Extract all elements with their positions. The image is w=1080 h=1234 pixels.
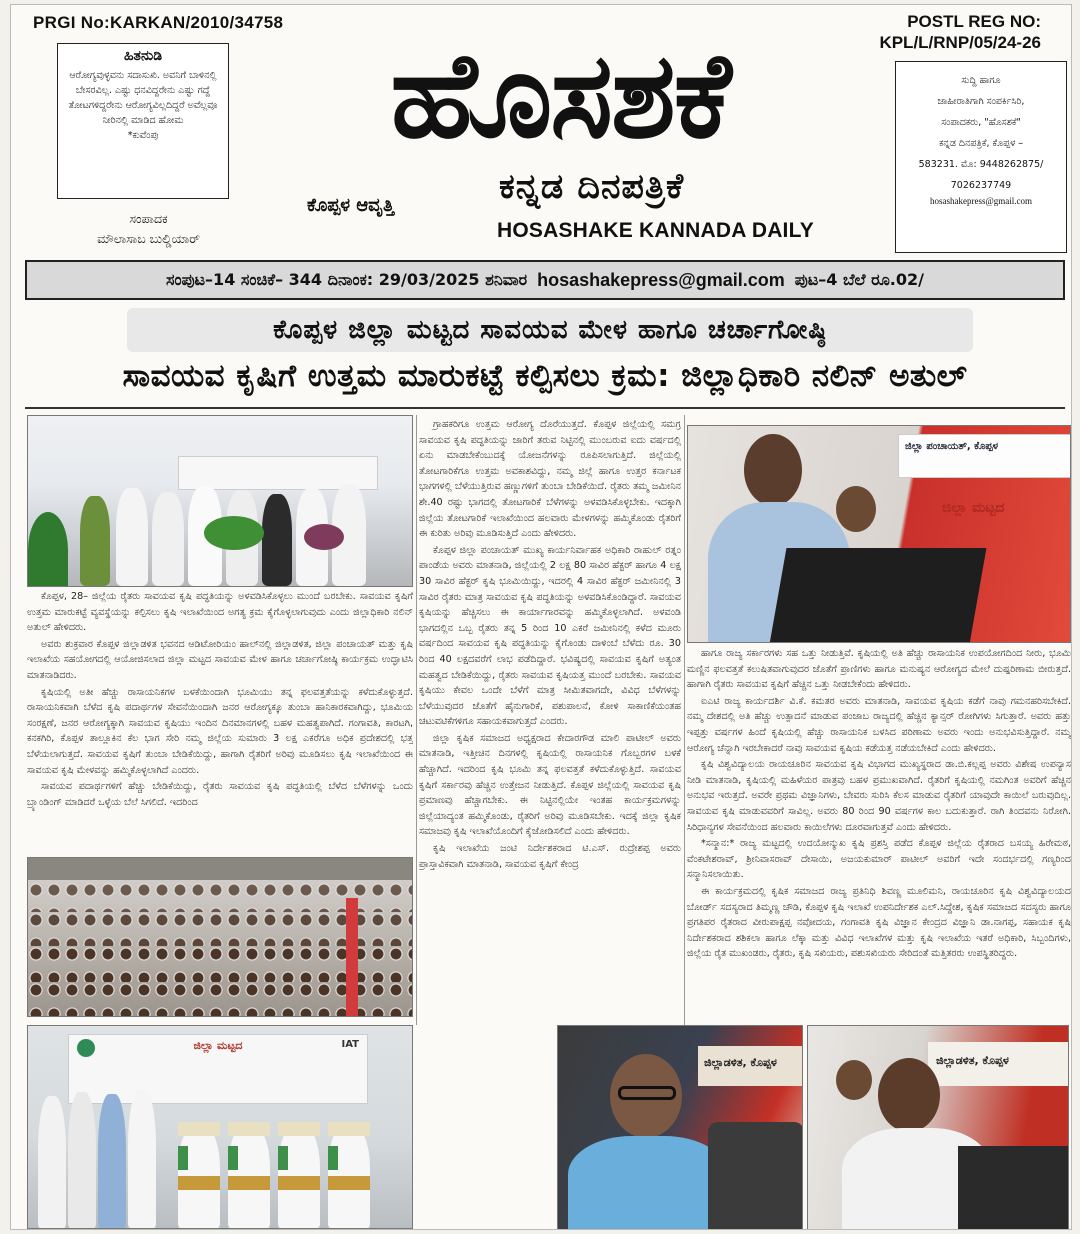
article-paragraph: ಅವರು ಶುಕ್ರವಾರ ಕೊಪ್ಪಳ ಜಿಲ್ಲಾಡಳಿತ ಭವನದ ಆಡಿಟೋರಿಯಂ ಹಾಲ್‌ನಲ್ಲಿ ಜಿಲ್ಲಾಡಳಿತ, ಜಿಲ್ಲಾ ಪಂಚಾಯತ್ ಮತ್ತು ಕೃಷಿ ಇಲಾಖೆಯ ಸಹಯೋಗದಲ್ಲಿ ಆಯೋಜಿಸಲಾದ ಜಿಲ್ಲಾ ಮಟ್ಟದ ಸಾವಯವ ಮೇಳ ಹಾಗೂ ಚರ್ಚಾಗೋಷ್ಠಿ ಕಾರ್ಯಕ್ರಮ ಉದ್ಘಾಟಿಸಿ ಮಾತನಾಡಿದರು. [27, 638, 413, 681]
photo-speaker-2 [807, 1025, 1069, 1230]
thought-title: ಹಿತನುಡಿ [123, 48, 163, 64]
contact-line: 583231. ಮೊ: 9448262875/ [918, 159, 1044, 170]
article-paragraph: ಕೃಷಿ ವಿಶ್ವವಿದ್ಯಾಲಯ ರಾಯಚೂರಿನ ಸಾವಯವ ಕೃಷಿ ವಿಭಾಗದ ಮುಖ್ಯಸ್ಥರಾದ ಡಾ.ಬಿ.ಕಲ್ಲಪ್ಪ ಅವರು ವಿಶೇಷ ಉಪನ್ಯಾಸ ನೀಡಿ ಮಾತನಾಡಿ, ಕೃಷಿಯಲ್ಲಿ ಮಹಿಳೆಯರ ಪಾತ್ರವು ಬಹಳ ಪ್ರಮುಖವಾಗಿದೆ. ರೈತರಿಗೆ ಕೃಷಿಯಲ್ಲಿ ನಮಗಿಂತ ಅವರಿಗೆ ಹೆಚ್ಚಿನ ಅನುಭವ ಇರುತ್ತದೆ. ಅವರೇ ಪ್ರಥಮ ವಿಜ್ಞಾನಿಗಳು, ಬೇವರು ಸುರಿಸಿ ಕೆಲಸ ಮಾಡುವ ರೈತರಿಗೆ ಯಾವುದೇ ಕಾಯಿಲೆ ಬರುವುದಿಲ್ಲ. ಸಾವಯವ ಕೃಷಿ ಮಾಡುವವರಿಗೆ ಸಾವಿಲ್ಲ. ಅವರು 80 ರಿಂದ 90 ವರ್ಷಗಳ ಕಾಲ ಬದುಕುತ್ತಾರೆ. ರಾಗಿ ತಿಂದವನು ನಿರೋಗಿ. ಸಿರಿಧಾನ್ಯಗಳ ಸೇವನೆಯಿಂದ ಹಲವಾರು ಕಾಯಿಲೆಗಳು ದೂರವಾಗುತ್ತವೆ ಎಂದು ಹೇಳಿದರು. [687, 759, 1071, 833]
person [68, 1092, 96, 1229]
contact-line: ಕನ್ನಡ ದಿನಪತ್ರಿಕೆ, ಕೊಪ್ಪಳ – [938, 138, 1023, 149]
speaker-hand [836, 486, 876, 532]
editor-block [61, 209, 236, 249]
article-paragraph: ಕೊಪ್ಪಳ, 28– ಜಿಲ್ಲೆಯ ರೈತರು ಸಾವಯವ ಕೃಷಿ ಪದ್ಧತಿಯನ್ನು ಅಳವಡಿಸಿಕೊಳ್ಳಲು ಮುಂದೆ ಬರಬೇಕು. ಸಾವಯವ ಕೃಷಿಗೆ ಉತ್ತಮ ಮಾರುಕಟ್ಟೆ ವ್ಯವಸ್ಥೆಯನ್ನು ಕಲ್ಪಿಸಲು ಕೃಷಿ ಇಲಾಖೆಯಿಂದ ಅಗತ್ಯ ಕ್ರಮ ಕೈಗೊಳ್ಳಲಾಗುವುದು ಎಂದು ಜಿಲ್ಲಾಧಿಕಾರಿ ನಲಿನ್ ಅತುಲ್ ಹೇಳಿದರು. [27, 591, 413, 634]
postal-reg-number: KPL/L/RNP/05/24-26 [879, 33, 1041, 52]
article-paragraph: ಕೃಷಿ ಇಲಾಖೆಯ ಜಂಟಿ ನಿರ್ದೇಶಕರಾದ ಟಿ.ಎಸ್. ರುದ್ರೇಶಪ್ಪ ಅವರು ಪ್ರಾಸ್ತಾವಿಕವಾಗಿ ಮಾತನಾಡಿ, ಸಾವಯವ ಕೃಷಿಗೆ ಕೇಂದ್ರ [419, 843, 681, 870]
article-paragraph: ಗ್ರಾಹಕರಿಗೂ ಉತ್ತಮ ಆರೋಗ್ಯ ದೊರೆಯುತ್ತದೆ. ಕೊಪ್ಪಳ ಜಿಲ್ಲೆಯಲ್ಲಿ ಸಮಗ್ರ ಸಾವಯವ ಕೃಷಿ ಪದ್ಧತಿಯನ್ನು ಜಾರಿಗೆ ತರುವ ನಿಟ್ಟಿನಲ್ಲಿ ಮುಂಬರುವ ಐದು ವರ್ಷದಲ್ಲಿ ಏನು ಮಾಡಬೇಕೆಂಬುದಕ್ಕೆ ಯೋಜನೆಗಳನ್ನು ರೂಪಿಸಲಾಗುತ್ತಿದೆ. ಜಿಲ್ಲೆಯಲ್ಲಿ ತೋಟಗಾರಿಕೆಗೂ ಉತ್ತಮ ಅವಕಾಶವಿದ್ದು, ನಮ್ಮ ಜಿಲ್ಲೆ ಹಾಗೂ ಉತ್ತರ ಕರ್ನಾಟಕ ಭಾಗಗಳಲ್ಲಿ ಬೆಳೆಯುತ್ತಿರುವ ಹಣ್ಣುಗಳಿಗೆ ತುಂಬಾ ಬೇಡಿಕೆಯಿದೆ. ರೈತರು ತಮ್ಮ ಜಮೀನಿನ ಶೇ.40 ರಷ್ಟು ಭಾಗದಲ್ಲಿ ತೋಟಗಾರಿಕೆ ಬೆಳೆಗಳನ್ನು ಅಳವಡಿಸಿಕೊಳ್ಳಬೇಕು. ಇದಕ್ಕಾಗಿ ಜಿಲ್ಲೆಯ ತೋಟಗಾರಿಕೆ ಇಲಾಖೆಯಿಂದ ಹಲವಾರು ಮೇಳಗಳನ್ನು ಹಮ್ಮಿಕೊಂಡು ರೈತರಿಗೆ ಈ ಕುರಿತು ಅರಿವು ಮೂಡಿಸುತ್ತಿದೆ ಎಂದು ಹೇಳಿದರು. [419, 419, 681, 540]
banner-text: ಜಿಲ್ಲಾ ಮಟ್ಟದ [193, 1039, 243, 1052]
hall-wall [28, 858, 412, 880]
thought-of-the-day-box [57, 43, 229, 199]
editor-label: ಸಂಪಾದಕ [129, 211, 168, 226]
glasses-icon [618, 1086, 676, 1100]
stage-banner [698, 1046, 803, 1086]
postal-registration [879, 11, 1041, 53]
contact-line: ಜಾಹೀರಾತಿಗಾಗಿ ಸಂಪರ್ಕಿಸಿರಿ, [937, 96, 1025, 107]
article-paragraph: ಕೊಪ್ಪಳ ಜಿಲ್ಲಾ ಪಂಚಾಯತ್ ಮುಖ್ಯ ಕಾರ್ಯನಿರ್ವಾಹಕ ಅಧಿಕಾರಿ ರಾಹುಲ್ ರತ್ನಂ ಪಾಂಡೆಯ ಅವರು ಮಾತನಾಡಿ, ಜಿಲ್ಲೆಯಲ್ಲಿ 2 ಲಕ್ಷ 80 ಸಾವಿರ ಹೆಕ್ಟರ್ ಹಾಗೂ 4 ಲಕ್ಷ 30 ಸಾವಿರ ಹೆಕ್ಟರ್ ಕೃಷಿ ಭೂಮಿಯಿದ್ದು, ಇದರಲ್ಲಿ 4 ಸಾವಿರ ಹೆಕ್ಟರ್ ಜಮೀನಿನಲ್ಲಿ 3 ಸಾವಿರ ರೈತರು ಮಾತ್ರ ಸಾವಯವ ಕೃಷಿ ಪದ್ಧತಿಯನ್ನು ಅಳವಡಿಸಿಕೊಂಡಿದ್ದಾರೆ. ಸಾವಯವ ಕೃಷಿಯನ್ನು ಹೆಚ್ಚಿಸಲು ಈ ಕಾರ್ಯಾಗಾರವನ್ನು ಹಮ್ಮಿಕೊಳ್ಳಲಾಗಿದೆ. ಅಳವಂಡಿ ಭಾಗದಲ್ಲಿನ ಒಬ್ಬ ರೈತರು ತನ್ನ 5 ರಿಂದ 10 ಎಕರೆ ಜಮೀನಿನಲ್ಲಿ ಕಳೆದ ಮೂರು ವರ್ಷದಿಂದ ಸಾವಯವ ಕೃಷಿ ಪದ್ಧತಿಯನ್ನು ಕೈಗೊಂಡು ದಾಳಿಂಬೆ ಬೆಳೆದು ರೂ. 30 ರಿಂದ 40 ಲಕ್ಷದವರೆಗೆ ಲಾಭ ಪಡೆದಿದ್ದಾರೆ. ಭವಿಷ್ಯದಲ್ಲಿ ಸಾವಯವ ಕೃಷಿಗೆ ಅತ್ಯಂತ ಮಹತ್ವದ ಬೇಡಿಕೆಯಿದ್ದು, ರೈತರು ಸಾವಯವ ಕೃಷಿಯತ್ತ ಮುಂದೆ ಬರಬೇಕು. ಸಾವಯವ ಕೃಷಿಯು ಕೇವಲ ಒಂದೇ ಬೆಳೆಗೆ ಮಾತ್ರ ಸೀಮಿತವಾಗದೇ, ವಿವಿಧ ಬೆಳೆಗಳನ್ನು ಬೆಳೆಯುವುದರ ಜೊತೆಗೆ ಹೈನುಗಾರಿಕೆ, ಪಶುಪಾಲನೆ, ಕೋಳಿ ಸಾಕಾಣಿಕೆಯಂತಹ ಚಟುವಟಿಕೆಗಳಿಗೂ ಸಹಾಯಕವಾಗುತ್ತದೆ ಎಂದರು. [419, 544, 681, 728]
banner-text: ಜಿಲ್ಲಾ ಮಟ್ಟದ [942, 500, 1005, 516]
person [152, 492, 184, 586]
article-paragraph: ಜಿಲ್ಲಾ ಕೃಷಿಕ ಸಮಾಜದ ಅಧ್ಯಕ್ಷರಾದ ಕೇದಾರಗೌಡ ಮಾಲಿ ಪಾಟೀಲ್ ಅವರು ಮಾತನಾಡಿ, ಇತ್ತೀಚಿನ ದಿನಗಳಲ್ಲಿ ಕೃಷಿಯಲ್ಲಿ ರಾಸಾಯನಿಕ ಗೊಬ್ಬರಗಳ ಬಳಕೆ ಹೆಚ್ಚಾಗಿದೆ. ಇದರಿಂದ ಕೃಷಿ ಭೂಮಿ ತನ್ನ ಫಲವತ್ತತೆ ಕಳೆದುಕೊಳ್ಳುತ್ತಿದೆ. ಸಾವಯವ ಕೃಷಿಗೆ ಸರ್ಕಾರವು ಹೆಚ್ಚಿನ ಉತ್ತೇಜನ ನೀಡುತ್ತಿದೆ. ಕೊಪ್ಪಳ ಜಿಲ್ಲೆಯಲ್ಲಿ ಸಾವಯವ ಕೃಷಿ ಪ್ರಮಾಣವು ಹೆಚ್ಚಾಗಬೇಕು. ಈ ನಿಟ್ಟಿನಲ್ಲಿಯೇ ಇಂತಹ ಕಾರ್ಯಕ್ರಮಗಳನ್ನು ಜಿಲ್ಲೆಯಾದ್ಯಂತ ಹಮ್ಮಿಕೊಂಡು, ರೈತರಿಗೆ ಅರಿವು ಮೂಡಿಸಬೇಕು. ಇದಕ್ಕೆ ಜಿಲ್ಲಾ ಕೃಷಿಕ ಸಮಾಜವು ಕೃಷಿ ಇಲಾಖೆಯೊಂದಿಗೆ ಕೈಜೋಡಿಸಲಿದೆ ಎಂದು ಹೇಳಿದರು. [419, 732, 681, 838]
banner-text: ಜಿಲ್ಲಾಡಳಿತ, ಕೊಪ್ಪಳ [936, 1054, 1009, 1067]
column-divider [416, 415, 417, 1025]
kicker-headline: ಕೊಪ್ಪಳ ಜಿಲ್ಲಾ ಮಟ್ಟದ ಸಾವಯವ ಮೇಳ ಹಾಗೂ ಚರ್ಚಾಗೋಷ್ಠಿ [127, 308, 973, 352]
peta-turbans [178, 1122, 370, 1136]
stage-banner [928, 1042, 1069, 1086]
contact-line: ಸುದ್ದಿ ಹಾಗೂ [961, 75, 1001, 86]
volume-issue-date: ಸಂಪುಟ–14 ಸಂಚಿಕೆ– 344 ದಿನಾಂಕ: 29/03/2025 ಶನಿವಾರ [166, 270, 528, 289]
banner-text: ಜಿಲ್ಲಾ ಪಂಚಾಯತ್, ಕೊಪ್ಪಳ [905, 441, 999, 452]
article-paragraph: *ಸನ್ಮಾನ:* ರಾಜ್ಯ ಮಟ್ಟದಲ್ಲಿ ಉದಯೋನ್ಮುಖ ಕೃಷಿ ಪ್ರಶಸ್ತಿ ಪಡೆದ ಕೊಪ್ಪಳ ಜಿಲ್ಲೆಯ ರೈತರಾದ ಬಸಯ್ಯ ಹಿರೇಮಠ, ವೆಂಕಟೇಶರಾವ್, ಶ್ರೀನಿವಾಸರಾವ್ ದೇಸಾಯಿ, ಅಜಯಕುಮಾರ್ ಪಾಟೀಲ್ ಅವರಿಗೆ ಇದೇ ಸಂದರ್ಭದಲ್ಲಿ ಗಣ್ಯರಿಂದ ಸನ್ಮಾನಿಸಲಾಯಿತು. [687, 838, 1071, 881]
podium [708, 1122, 803, 1230]
organization-logo [77, 1039, 95, 1057]
plant-decoration [204, 516, 264, 550]
editor-name: ಮೌಲಾಸಾಬ ಬುಲ್ಡಿಯಾರ್ [97, 231, 200, 246]
iat-logo-text: IAT [341, 1039, 359, 1050]
newspaper-subtitle: ಕನ್ನಡ ದಿನಪತ್ರಿಕೆ [499, 167, 685, 207]
main-headline: ಸಾವಯವ ಕೃಷಿಗೆ ಉತ್ತಮ ಮಾರುಕಟ್ಟೆ ಕಲ್ಪಿಸಲು ಕ್ರಮ: ಜಿಲ್ಲಾಧಿಕಾರಿ ನಲಿನ್ ಅತುಲ್ [122, 358, 968, 394]
photo-collector-speaking [687, 425, 1071, 643]
thought-author: *ಕುವೆಂಪು [127, 130, 159, 141]
article-paragraph: ಐಎಟಿ ರಾಜ್ಯ ಕಾರ್ಯದರ್ಶಿ ವಿ.ಕೆ. ಕಮತರ ಅವರು ಮಾತನಾಡಿ, ಸಾವಯವ ಕೃಷಿಯ ಕಡೆಗೆ ನಾವು ಗಮನಹರಿಸಬೇಕಿದೆ. ನಮ್ಮ ದೇಶದಲ್ಲಿ ಅತಿ ಹೆಚ್ಚು ಉತ್ಪಾದನೆ ಮಾಡುವ ಪಂಜಾಬ ರಾಜ್ಯದಲ್ಲಿ ಹೆಚ್ಚಿನ ಕ್ಯಾನ್ಸರ್ ರೋಗಿಗಳು ಸಿಗುತ್ತಾರೆ. ಅವರು ಹತ್ತು ಇಪ್ಪತ್ತು ವರ್ಷಗಳ ಹಿಂದೆ ಕೃಷಿಯಲ್ಲಿ ಹೆಚ್ಚು ರಾಸಾಯನಿಕ ಬಳಸಿದ ಪರಿಣಾಮ ಅವರು ಇಂದು ಅನುಭವಿಸುತ್ತಿದ್ದಾರೆ. ನಮ್ಮ ಆರೋಗ್ಯ ಚೆನ್ನಾಗಿ ಇರಬೇಕಾದರೆ ನಾವು ಸಾವಯವ ಕೃಷಿಯ ಕಡೆಯತ್ತ ನಡೆಯಬೇಕಿದೆ ಎಂದು ಹೇಳಿದರು. [687, 695, 1071, 754]
prgi-number: PRGI No:KARKAN/2010/34758 [33, 13, 284, 32]
thought-body: ಆರೋಗ್ಯವುಳ್ಳವನು ಸದಾಸುಖಿ. ಅವನಿಗೆ ಬಾಳಿನಲ್ಲಿ ಬೇಸರವಿಲ್ಲ. ಎಷ್ಟು ಧನವಿದ್ದರೇನು ಎಷ್ಟು ಗದ್ದೆ ತೋಟಗಳಿದ್ದರೇನು ಆರೋಗ್ಯವಿಲ್ಲದಿದ್ದರೆ ಅವೆಲ್ಲವೂ ನೀರಿನಲ್ಲಿ ಮಾಡಿದ ಹೋಮ [68, 70, 218, 126]
article-paragraph: ಈ ಕಾರ್ಯಕ್ರಮದಲ್ಲಿ ಕೃಷಿಕ ಸಮಾಜದ ರಾಜ್ಯ ಪ್ರತಿನಿಧಿ ಶಿವಣ್ಣ ಮೂಲಿಮನಿ, ರಾಯಚೂರಿನ ಕೃಷಿ ವಿಶ್ವವಿದ್ಯಾಲಯದ ಬೋರ್ಡ್ ಸದಸ್ಯರಾದ ತಿಮ್ಮಣ್ಣ ಚೌಡಿ, ಕೊಪ್ಪಳ ಕೃಷಿ ಇಲಾಖೆ ಉಪನಿರ್ದೇಶಕ ಎಲ್.ಸಿದ್ದೇಶ, ಕೃಷಿಕ ಸಮಾಜದ ಸದಸ್ಯರು ಹಾಗೂ ಪ್ರಗತಿಪರ ರೈತರಾದ ವೀರುಪಾಕ್ಷಪ್ಪ ನವೋದಯ, ಗಂಗಾವತಿ ಕೃಷಿ ವಿಜ್ಞಾನ ಕೇಂದ್ರದ ವಿಜ್ಞಾನಿ ಡಾ.ನಾಗಪ್ಪ, ಸಹಾಯಕ ಕೃಷಿ ನಿರ್ದೇಶಕರಾದ ಶಶಿಕಲಾ ಹಾಗೂ ಲೆಕ್ಕಾ ಮತ್ತು ವಿವಿಧ ಇಲಾಖೆಗಳ ಮತ್ತು ಕೃಷಿ ಇಲಾಖೆಯ ಇತರೆ ಅಧಿಕಾರಿ, ಸಿಬ್ಬಂದಿಗಳು, ಜಿಲ್ಲೆಯ ರೈತ ಮುಖಂಡರು, ರೈತರು, ಕೃಷಿ ಸಖಿಯರು, ಪಶುಸಖಿಯರು ಸೇರಿದಂತೆ ಮತ್ತಿತರರು ಉಪಸ್ಥಿತರಿದ್ದರು. [687, 885, 1071, 960]
plant-decoration [304, 524, 344, 550]
person [98, 1094, 126, 1229]
podium [770, 548, 987, 643]
podium [958, 1146, 1069, 1230]
red-chair [346, 898, 358, 1017]
green-shawls [178, 1146, 370, 1170]
person [80, 496, 110, 586]
speaker-head [878, 1058, 940, 1132]
postal-reg-label: POSTL REG NO: [907, 12, 1041, 31]
column-divider [684, 415, 685, 1025]
person [116, 488, 148, 586]
issue-email: hosashakepress@gmail.com [537, 269, 785, 290]
photo-audience [27, 857, 413, 1017]
plant-decoration [28, 512, 68, 587]
banner-text: ಜಿಲ್ಲಾಡಳಿತ, ಕೊಪ್ಪಳ [704, 1056, 777, 1069]
speaker-shirt [568, 1136, 728, 1230]
speaker-head [744, 434, 802, 506]
article-paragraph: ಕೃಷಿಯಲ್ಲಿ ಅತೀ ಹೆಚ್ಚು ರಾಸಾಯನಿಕಗಳ ಬಳಕೆಯಿಂದಾಗಿ ಭೂಮಿಯು ತನ್ನ ಫಲವತ್ತತೆಯನ್ನು ಕಳೆದುಕೊಳ್ಳುತ್ತದೆ. ರಾಸಾಯನಿಕವಾಗಿ ಬೆಳೆದ ಕೃಷಿ ಪದಾರ್ಥಗಳ ಸೇವನೆಯಿಂದಾಗಿ ಜನರ ಆರೋಗ್ಯಕ್ಕೂ ತುಂಬಾ ಹಾನಿಕಾರಕವಾಗಿದ್ದು, ಭೂಮಿಯ ಸಂರಕ್ಷಣೆ, ಜನರ ಆರೋಗ್ಯಕ್ಕಾಗಿ ಸಾವಯವ ಕೃಷಿಯು ಇಂದಿನ ದಿನಮಾನಗಳಲ್ಲಿ ಬಹಳ ಮಹತ್ವಪಾಗಿದೆ. ಗಂಗಾವತಿ, ಕಾರಟಗಿ, ಕನಕಗಿರಿ, ಕೊಪ್ಪಳ ತಾಲ್ಲೂಕಿನ ಕೆಲ ಭಾಗ ಸೇರಿ ನಮ್ಮ ಜಿಲ್ಲೆಯ ಸುಮಾರು 3 ಲಕ್ಷ ಎಕರೆಗೂ ಅಧಿಕ ಪ್ರದೇಶದಲ್ಲಿ ಭತ್ತ ಬೆಳೆಯಲಾಗುತ್ತದೆ. ಸಾವಯವ ಕೃಷಿಗೆ ತುಂಬಾ ಬೇಡಿಕೆಯಿದ್ದು, ಹಾಗಾಗಿ ರೈತರಿಗೆ ಅರಿವು ಮೂಡಿಸಲು ಕೃಷಿ ಇಲಾಖೆಯಿಂದ ಈ ಸಾವಯವ ಕೃಷಿ ಮೇಳವನ್ನು ಹಮ್ಮಿಕೊಳ್ಳಲಾಗಿದೆ ಎಂದರು. [27, 686, 413, 776]
fruit-baskets [178, 1176, 370, 1190]
stage-banner [898, 434, 1071, 478]
newspaper-logo: ಹೊಸಶಕೆ [390, 26, 730, 164]
article-paragraph: ಹಾಗೂ ರಾಜ್ಯ ಸರ್ಕಾರಗಳು ಸಹ ಒತ್ತು ನೀಡುತ್ತಿವೆ. ಕೃಷಿಯಲ್ಲಿ ಅತಿ ಹೆಚ್ಚು ರಾಸಾಯನಿಕ ಉಪಯೋಗದಿಂದ ನೀರು, ಭೂಮಿ ಮಣ್ಣಿನ ಫಲವತ್ತತೆ ಕಲುಷಿತವಾಗುವುದರ ಜೊತೆಗೆ ಪ್ರಾಣಿಗಳು ಹಾಗೂ ಮನುಷ್ಯನ ಆರೋಗ್ಯದ ಮೇಲೆ ದುಷ್ಪರಿಣಾಮ ಬೀರುತ್ತದೆ. ಹಾಗಾಗಿ ರೈತರು ಸಾವಯವ ಕೃಷಿಗೆ ಹೆಚ್ಚಿನ ಒತ್ತು ನೀಡಬೇಕೆಂದು ಹೇಳಿದರು. [687, 648, 1071, 691]
article-paragraph: ಸಾವಯವ ಪದಾರ್ಥಗಳಿಗೆ ಹೆಚ್ಚು ಬೇಡಿಕೆಯಿದ್ದು, ರೈತರು ಸಾವಯವ ಕೃಷಿ ಪದ್ಧತಿಯಲ್ಲಿ ಬೆಳೆದ ಬೆಳೆಗಳನ್ನು ಒಂದು ಬ್ರ್ಯಾಂಡಿಂಗ್ ಮಾಡಿದರೆ ಒಳ್ಳೆಯ ಬೆಲೆ ಸಿಗಲಿದೆ. ಇದರಿಂದ [27, 781, 413, 808]
contact-line: 7026237749 [950, 180, 1012, 191]
contact-line: ಸಂಪಾದಕರು, "ಹೊಸಶಕೆ" [941, 117, 1021, 128]
photo-speaker-1 [557, 1025, 803, 1230]
english-name: HOSASHAKE KANNADA DAILY [497, 219, 814, 242]
pages-price: ಪುಟ–4 ಬೆಲೆ ರೂ.02/ [794, 270, 924, 289]
contact-email: hosashakepress@gmail.com [929, 196, 1032, 206]
edition-name: ಕೊಪ್ಪಳ ಆವೃತ್ತಿ [307, 195, 395, 216]
headline-rule [25, 407, 1065, 409]
article-column-3 [687, 646, 1071, 1024]
article-column-1 [27, 589, 413, 855]
person [262, 494, 292, 586]
person [128, 1090, 156, 1229]
issue-info-bar [25, 260, 1065, 300]
newspaper-page [10, 4, 1072, 1230]
contact-box [895, 61, 1067, 253]
photo-inauguration [27, 415, 413, 587]
person [38, 1096, 66, 1229]
photo-felicitation [27, 1025, 413, 1229]
speaker-hand [836, 1060, 872, 1100]
